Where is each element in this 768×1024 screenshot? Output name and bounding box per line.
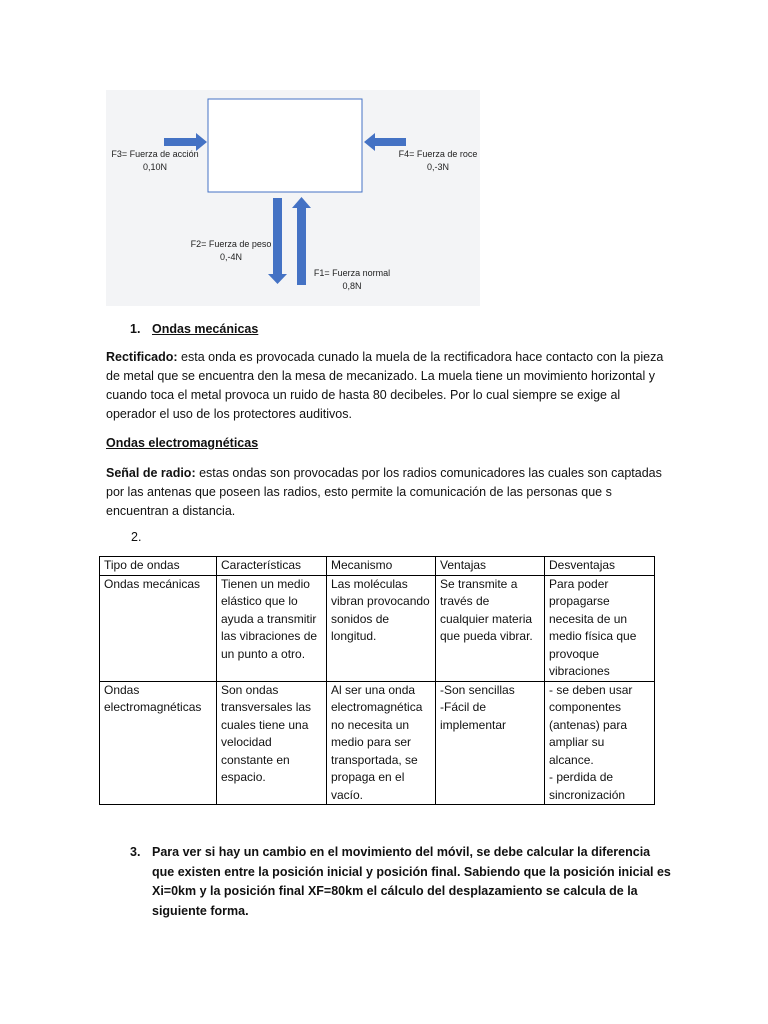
desventaja-item: Para poder propagarse necesita de un medio física que provoque vibraciones xyxy=(549,576,637,678)
section-1-number: 1. xyxy=(130,322,141,336)
header-cell: Mecanismo xyxy=(327,557,436,576)
senal-paragraph xyxy=(106,464,666,521)
f4-name: F4= Fuerza de roce xyxy=(398,149,478,159)
desventaja-item: - perdida de sincronización xyxy=(549,770,626,802)
table-cell-caracteristicas: Tienen un medio elástico que lo ayuda a transmitir las vibraciones de un punto a otro. xyxy=(217,575,327,681)
f3-label xyxy=(110,148,200,174)
f1-label xyxy=(310,267,394,293)
f1-name: F1= Fuerza normal xyxy=(313,268,391,278)
header-cell: Características xyxy=(217,557,327,576)
section-3-number: 3. xyxy=(130,845,141,859)
ventaja-item: Se transmite a través de cualquier materia que pueda vibrar. xyxy=(440,576,533,643)
table-cell-ventajas xyxy=(436,575,545,681)
rectificado-text: esta onda es provocada cunado la muela de la rectificadora hace contacto con la pieza de metal que se encuentra den la mesa de mecanizado. La muela tiene un movimiento horizontal y cuando toca el metal provoca un ruido de hasta 80 decibeles. Por lo cual siempre se exige al operador el uso de los protectores auditivos. xyxy=(106,350,664,421)
table-cell-caracteristicas: Son ondas transversales las cuales tiene una velocidad constante en espacio. xyxy=(217,681,327,805)
f1-value: 0,8N xyxy=(342,281,362,291)
force-diagram-graphic xyxy=(106,90,480,306)
table-cell-tipo: Ondas electromagnéticas xyxy=(100,681,217,805)
table-cell-mecanismo: Las moléculas vibran provocando sonidos de longitud. xyxy=(327,575,436,681)
f4-label xyxy=(398,148,478,174)
header-cell: Tipo de ondas xyxy=(100,557,217,576)
table-row xyxy=(100,681,655,805)
f4-value: 0,-3N xyxy=(426,162,449,172)
section-1-title: Ondas mecánicas xyxy=(152,322,259,336)
f3-value: 0,10N xyxy=(142,162,168,172)
table-cell-tipo: Ondas mecánicas xyxy=(100,575,217,681)
desventaja-item: - se deben usar componentes (antenas) para ampliar su alcance. xyxy=(549,682,633,767)
table-cell-desventajas xyxy=(545,681,655,805)
header-cell: Desventajas xyxy=(545,557,655,576)
arrow-f1 xyxy=(292,197,311,285)
table-row xyxy=(100,575,655,681)
ventaja-item: -Fácil de implementar xyxy=(440,700,507,732)
header-cell: Ventajas xyxy=(436,557,545,576)
senal-text: estas ondas son provocadas por los radios comunicadores las cuales son captadas por las antenas que poseen las radios, esto permite la comunicación de las personas que s encuentran a distancia. xyxy=(106,466,662,518)
table-cell-desventajas xyxy=(545,575,655,681)
rectificado-term: Rectificado: xyxy=(106,350,178,364)
section-2-number: 2. xyxy=(131,530,142,544)
table-header-row xyxy=(100,557,655,576)
table-cell-mecanismo: Al ser una onda electromagnética no necesita un medio para ser transportada, se propaga en el vacío. xyxy=(327,681,436,805)
table-cell-ventajas xyxy=(436,681,545,805)
f3-name: F3= Fuerza de acción xyxy=(111,149,199,159)
rectificado-paragraph xyxy=(106,348,666,424)
f2-value: 0,-4N xyxy=(219,252,242,262)
comparison-table xyxy=(99,556,655,805)
electromagnetic-subheading: Ondas electromagnéticas xyxy=(106,436,259,450)
senal-term: Señal de radio: xyxy=(106,466,196,480)
f2-name: F2= Fuerza de peso xyxy=(190,239,272,249)
body-box xyxy=(208,99,362,192)
force-diagram xyxy=(106,90,480,306)
f2-label xyxy=(186,238,276,264)
section-1-heading xyxy=(130,322,258,336)
ventaja-item: -Son sencillas xyxy=(440,682,515,697)
section-3-text: Para ver si hay un cambio en el movimiento del móvil, se debe calcular la diferencia que existen entre la posición inicial y posición final. Sabiendo que la posición inicial es Xi=0km y la posición final XF=80km el cálculo del desplazamiento se calcula de la siguiente forma. xyxy=(152,845,671,918)
